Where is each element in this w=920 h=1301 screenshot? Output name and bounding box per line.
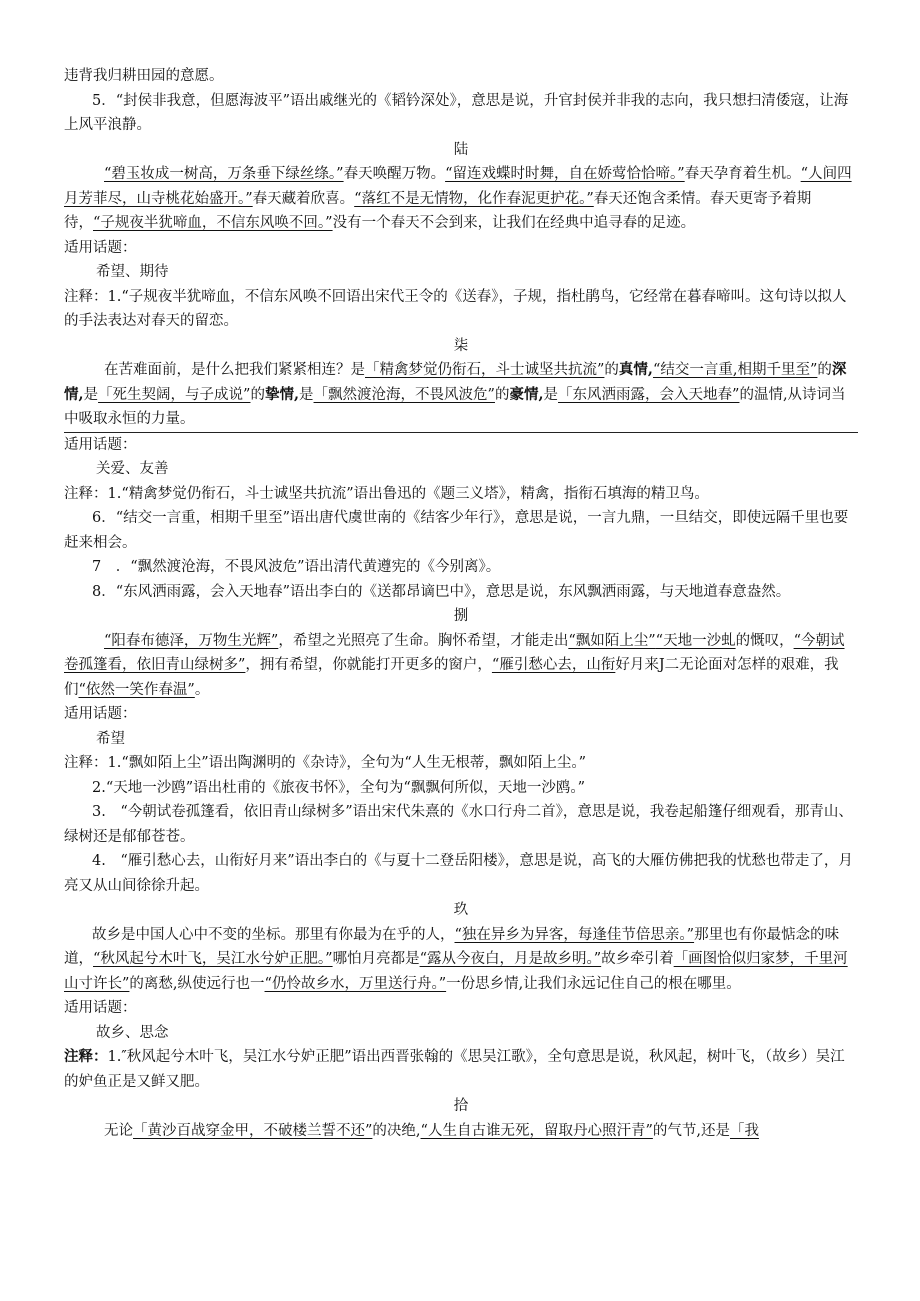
note-5: 5．“封侯非我意，但愿海波平”语出戚继光的《韬钤深处》，意思是说，升官封侯并非我的志向，我只想扫清倭寇，让海上风平浪静。 — [64, 92, 849, 133]
text: 春天藏着欣喜。 — [252, 190, 355, 207]
text: 是 — [83, 386, 99, 403]
quote: “仍怜故乡水，万里送行舟。” — [264, 975, 447, 992]
keyword: 挚情, — [264, 385, 300, 403]
section-heading-10: 拾 — [453, 1098, 469, 1114]
text: 1.″秋风起兮木叶飞，吴江水兮妒正肥”语出西晋张翰的《思吴江歌》，全句意思是说，秋风起，树叶飞，（故乡）吴江的妒鱼正是又鲜又肥。 — [64, 1049, 845, 1090]
section-7-paragraph — [64, 358, 858, 433]
quote: “留连戏蝶时时舞，自在娇莺恰恰啼。” — [445, 166, 685, 182]
topic-label: 适用话题： — [64, 1000, 137, 1016]
quote: 「死生契阔，与子成说” — [98, 386, 251, 403]
text: 春天还饱含柔情。春天更寄予着期待， — [64, 190, 812, 231]
text: 的 — [494, 386, 510, 403]
note: 2.“天地一沙鸥”语出杜甫的《旅夜书怀》，全句为“飘飘何所似，天地一沙鸥。” — [92, 779, 585, 796]
quote: “人间四月芳菲尽，山寺桃花始盛开。” — [64, 166, 852, 207]
note: 7 ．“飘然渡沧海，不畏风波危”语出清代黄遵宪的《今别离》。 — [92, 559, 501, 575]
note: 注释：1.“子规夜半犹啼血，不信东风唤不回语出宋代王令的《送春》，子规，指杜鹃鸟，它经常在暮春啼叫。这句诗以拟人的手法表达对春天的留恋。 — [64, 288, 847, 329]
note: 3. “今朝试卷孤篷看，依旧青山绿树多”语出宋代朱熹的《水口行舟二首》，意思是说，我卷起船篷仔细观看，那青山、绿树还是郁郁苍苍。 — [64, 804, 853, 845]
text: 是 — [299, 386, 314, 403]
note: 注释：1.“精禽梦觉仍衔石，斗士诚坚共抗流”语出鲁迅的《题三义塔》，精禽，指衔石填海的精卫鸟。 — [64, 485, 709, 502]
text: 的温情,从诗词当中吸取永恒的力量。 — [64, 386, 846, 427]
quote: “天地一沙虬 — [655, 632, 736, 649]
quote: “独在异乡为异客，每逢佳节倍思亲。” — [454, 926, 695, 943]
section-heading-6: 陆 — [453, 141, 469, 158]
quote: “依然一笑作春温” — [78, 681, 195, 698]
quote: “结交一言重,相期千里至” — [652, 362, 818, 378]
note-label: 注释： — [64, 1048, 108, 1065]
text: 哪怕月亮都是 — [332, 951, 420, 967]
quote: “碧玉妆成一树高，万条垂下绿丝绦。” — [104, 166, 344, 182]
quote: “雁引愁心去，山衔 — [491, 657, 616, 673]
quote: “今朝试卷孤篷看，依旧青山绿树多” — [64, 632, 845, 673]
quote: 「画图恰似归家梦，千里河山寸许长” — [64, 951, 848, 992]
quote: 「精禽梦觉仍衔石，斗士诚坚共抗流” — [365, 362, 605, 378]
text: 好月来J二无论面对怎样的艰难，我们 — [64, 657, 839, 698]
quote: “飘如陌上尘” — [568, 632, 656, 649]
text: 一份思乡情,让我们永远记住自己的根在哪里。 — [446, 975, 741, 992]
quote: “秋风起兮木叶飞，吴江水兮妒正肥。” — [93, 951, 333, 967]
text: 的 — [604, 362, 619, 378]
keyword: 真情, — [618, 361, 653, 378]
note — [64, 1045, 858, 1094]
quote: 「飘然渡沧海，不畏风波危” — [313, 386, 495, 403]
text: 是 — [543, 386, 559, 403]
note: 注释：1.“飘如陌上尘”语出陶渊明的《杂诗》，全句为“人生无根蒂，飘如陌上尘。” — [64, 755, 586, 771]
topic-label: 适用话题： — [64, 239, 137, 256]
text: 故乡是中国人心中不变的坐标。那里有你最为在乎的人， — [92, 926, 455, 943]
quote: “人生自古谁无死，留取丹心照汗青” — [420, 1122, 653, 1139]
topic-text: 关爱、友善 — [96, 461, 169, 477]
text: ，拥有希望，你就能打开更多的窗户， — [245, 657, 492, 673]
section-heading-8: 捌 — [453, 608, 469, 624]
quote: “子规夜半犹啼血，不信东风唤不回。” — [93, 215, 333, 231]
keyword: 深情, — [64, 361, 847, 403]
text: 的慨叹， — [735, 632, 794, 649]
quote: “阳春布德泽，万物生光辉” — [104, 632, 279, 649]
text: 没有一个春天不会到来，让我们在经典中追寻春的足迹。 — [332, 215, 696, 231]
text: 的决绝, — [372, 1122, 421, 1139]
section-6-paragraph — [64, 162, 858, 236]
section-10-paragraph — [64, 1119, 858, 1144]
topic-text: 故乡、思念 — [96, 1024, 169, 1041]
keyword: 豪情, — [509, 385, 544, 403]
note: 8．“东风洒雨露，会入天地春”语出李白的《送都昂谪巴中》，意思是说，东风飘洒雨露，与天地道春意盎然。 — [92, 583, 791, 600]
text: 那里也有你最惦念的味道， — [64, 926, 840, 967]
topic-text: 希望 — [96, 730, 125, 747]
section-heading-9: 玖 — [453, 902, 469, 918]
topic-text: 希望、期待 — [96, 264, 169, 280]
quote: “落红不是无情物，化作春泥更护花。” — [354, 190, 594, 207]
text: 春天唤醒万物。 — [343, 166, 446, 182]
quote: 「我 — [729, 1122, 759, 1139]
quote: 「黄沙百战穿金甲，不破楼兰誓不还” — [133, 1122, 373, 1139]
text: 春天孕育着生机。 — [684, 166, 801, 182]
paragraph-line: 违背我归耕田园的意愿。 — [64, 68, 224, 84]
text: 无论 — [104, 1122, 133, 1139]
topic-label: 适用话题： — [64, 706, 137, 722]
quote: “露从今夜白，月是故乡明。” — [419, 951, 602, 967]
note: 6．“结交一言重，相期千里至”语出唐代虞世南的《结客少年行》，意思是说，一言九鼎，一旦结交，即使远隔千里也要赶来相会。 — [64, 510, 849, 551]
section-9-paragraph — [64, 923, 858, 997]
section-8-paragraph — [64, 629, 858, 703]
quote: 「东风洒雨露，会入天地春” — [558, 386, 740, 403]
text: 的气节,还是 — [652, 1122, 730, 1139]
note: 4. “雁引愁心去，山衔好月来”语出李白的《与夏十二登岳阳楼》，意思是说，高飞的大雁仿佛把我的忧愁也带走了，月亮又从山间徐徐升起。 — [64, 853, 853, 894]
text: 故乡牵引着 — [601, 951, 674, 967]
text: 的离愁,纵使远行也一 — [129, 975, 265, 992]
text: 的 — [817, 362, 832, 378]
topic-label: 适用话题： — [64, 436, 137, 453]
text: 。 — [194, 681, 210, 698]
text: ，希望之光照亮了生命。胸怀希望，才能走出 — [278, 632, 569, 649]
text: 的 — [250, 386, 265, 403]
section-heading-7: 柒 — [453, 337, 469, 354]
text: 在苦难面前，是什么把我们紧紧相连？是 — [104, 362, 365, 378]
